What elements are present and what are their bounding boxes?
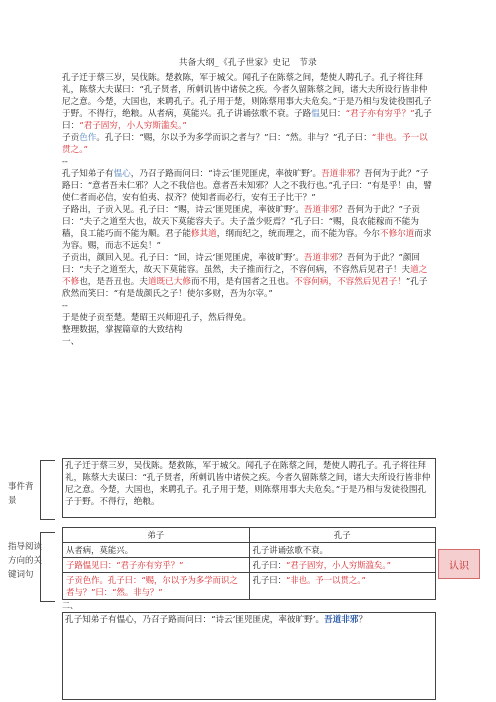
table-header-disciples: 弟子 <box>63 528 250 543</box>
p1-text: 孔子迁于蔡三岁，吴伐陈。楚救陈，军于城父。闻孔子在陈蔡之间，楚使人聘孔子。孔子将往拜礼，陈蔡大夫谋曰：“孔子贤者，所刺讥皆中诸侯之疾。今者久留陈蔡之间，诸大夫所设行皆非仲尼之意。今楚，大国也，来聘孔子。孔子用于楚，则陈蔡用事大夫危矣。”于是乃相与发徒役围孔子于野。不得行，绝粮。从者病，莫能兴。孔子讲诵弦歌不衰。子路 <box>62 73 432 119</box>
p5-text-e: ”孔子欣然而笑曰：“有是哉颜氏之子！使尔多财，吾为尔宰。” <box>62 277 428 299</box>
section-1-heading: 一、 <box>62 337 80 347</box>
side-label-background: 事件背景 <box>8 482 34 506</box>
p3-highlight-blue: 愠心 <box>113 169 131 179</box>
comparison-table <box>62 527 436 600</box>
background-box <box>62 458 436 518</box>
p1-text-b: 见曰： <box>319 109 346 119</box>
p4-highlight-red-1: 吾道非邪 <box>303 205 339 215</box>
title-text: 共备大纲_《孔子世家》史记 <box>178 58 291 68</box>
section-2-box-text <box>63 613 435 627</box>
p4-text-a: 子路出，子贡入见。孔子曰：“赐，诗云‘匪兕匪虎，率彼旷野’。 <box>62 205 304 215</box>
recognition-badge: 认识 <box>438 549 480 579</box>
separator-2: -- <box>62 301 68 311</box>
p5-text-b: ？吾何为于此？”颜回曰：“夫子之道至大，故天下莫能容。虽然，夫子推而行之，不容何病，不容然后见君子！夫 <box>62 253 421 275</box>
p5-highlight-red-2: 道之不修 <box>62 265 428 287</box>
side-label-keywords: 指导阅读方向的关键词句 <box>8 542 43 580</box>
p3-text-a: 孔子知弟子有 <box>62 169 114 179</box>
section-2-box <box>62 612 436 700</box>
table-row <box>63 543 436 558</box>
cell-highlight-red: “非也。予一以贯之。” <box>286 575 366 585</box>
p2-text-b: 。孔子曰：“赐，尔以予为多学而识之者与？”曰：“然。非与？”孔子曰： <box>96 133 372 143</box>
p1-highlight-red-2: “君子固穷，小人穷斯滥矣。” <box>79 121 187 131</box>
page-title <box>0 56 496 68</box>
p1-text-c: 孔子曰： <box>62 109 432 131</box>
table-row <box>63 558 436 573</box>
box2-text-a: 孔子知弟子有愠心，乃召子路而问曰：“诗云‘匪兕匪虎，率彼旷野’。 <box>65 615 325 625</box>
p3-text-c: ？吾何为于此？”子路曰：“意者吾未仁邪？人之不我信也。意者吾未知邪？人之不我行也。”孔子曰：“有是乎！由，譬使仁者而必信，安有伯夷、叔齐？使知者而必行，安有王子比干？” <box>62 169 432 203</box>
title-tag: 节录 <box>299 58 318 68</box>
p1-highlight-red-1: “君子亦有穷乎？” <box>345 109 415 119</box>
table-cell: 从者病，莫能兴。 <box>63 543 250 558</box>
p2-highlight-red: “非也。予一以贯之。” <box>62 133 428 155</box>
cell-highlight-red: “君子固穷，小人穷斯滥矣。” <box>286 560 391 570</box>
background-box-text: 孔子迁于蔡三岁，吴伐陈。楚救陈，军于城父。闻孔子在陈蔡之间，楚使人聘孔子。孔子将往拜礼，陈蔡大夫谋曰：“孔子贤者，所刺讥皆中诸侯之疾。今者久留陈蔡之间，诸大夫所设行皆非仲尼之意。今楚，大国也，来聘孔子。孔子用于楚，则陈蔡用事大夫危矣。”于是乃相与发徒役围孔子于野。不得行，绝粮。 <box>65 461 431 507</box>
bracket-background <box>40 460 55 520</box>
box2-highlight: 吾道非邪 <box>324 615 359 625</box>
cell-text: 孔子曰： <box>252 575 286 585</box>
paragraph-6: 于是使子贡至楚。楚昭王兴师迎孔子，然后得免。 <box>62 313 252 323</box>
p5-highlight-red-1: 吾道非邪 <box>303 253 339 263</box>
table-header-confucius: 孔子 <box>249 528 436 543</box>
p5-text-c: 也，是吾丑也。夫 <box>79 277 148 287</box>
p2-text-a: 子贡 <box>62 133 80 143</box>
p4-highlight-red-3: 不修尔道 <box>380 229 415 239</box>
paragraph-7: 整理数据，掌握篇章的大致结构 <box>62 325 183 335</box>
table-cell: 子贡色作。孔子曰：“赐，尔以予为多学而识之者与？”曰：“然。非与？” <box>63 573 250 600</box>
p5-highlight-red-3: 道既已大修 <box>147 277 191 287</box>
p4-text-d: 而求为容。赐，而志不远矣！” <box>62 229 432 251</box>
p5-text-a: 子贡出，颜回入见。孔子曰：“回，诗云‘匪兕匪虎，率彼旷野’。 <box>62 253 304 263</box>
paragraph-2 <box>62 132 434 156</box>
paragraph-1 <box>62 72 434 132</box>
p4-text-b: ？吾何为于此？”子贡曰：“夫子之道至大也，故天下莫能容夫子。夫子盖少贬焉？”孔子曰：“赐，良农能稼而不能为穑，良工能巧而不能为顺。君子能 <box>62 205 421 239</box>
p3-text-b: ，乃召子路而问曰：“诗云‘匪兕匪虎，率彼旷野’。 <box>130 169 322 179</box>
table-cell: 孔子讲诵弦歌不衰。 <box>249 543 436 558</box>
p4-text-c: ，纲而纪之，统而理之，而不能为容。今尔 <box>216 229 381 239</box>
table-cell: 子路愠见曰：“君子亦有穷乎？” <box>63 558 250 573</box>
box2-text-c: ？ <box>358 615 368 625</box>
paragraph-4 <box>62 204 434 252</box>
table-header-row <box>63 528 436 543</box>
table-cell <box>249 558 436 573</box>
table-cell <box>249 573 436 600</box>
separator-1: -- <box>62 157 68 167</box>
paragraph-3 <box>62 168 434 204</box>
table-row <box>63 573 436 600</box>
p3-highlight-red: 吾道非邪 <box>321 169 356 179</box>
p5-text-d: 而不用，是有国者之丑也。 <box>190 277 295 287</box>
p1-highlight-blue: 愠 <box>311 109 320 119</box>
p5-highlight-red-4: 不容何病，不容然后见君子！ <box>294 277 406 287</box>
p4-highlight-red-2: 修其道 <box>190 229 217 239</box>
paragraph-5 <box>62 252 434 300</box>
bracket-keywords <box>40 532 55 602</box>
main-text <box>62 72 434 348</box>
p2-highlight-blue: 色作 <box>79 133 97 143</box>
section-2-heading: 二、 <box>62 601 78 610</box>
cell-text: 孔子曰： <box>252 560 286 570</box>
